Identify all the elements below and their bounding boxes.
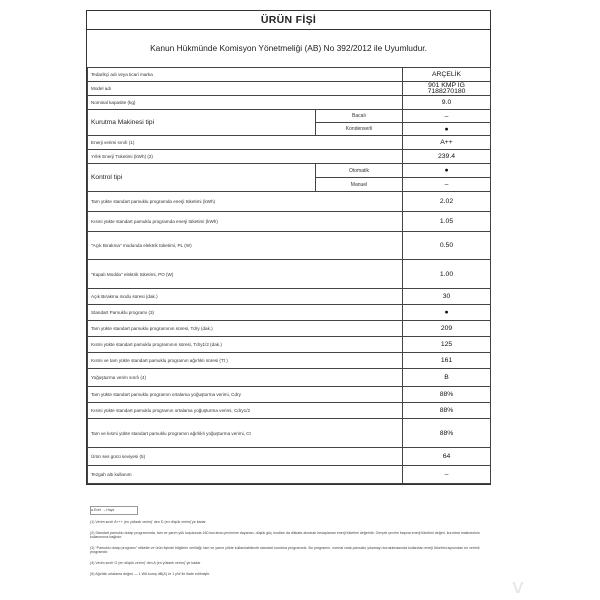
left-on-power-label: "Açık Bırakma" modunda elektrik tüketimi, PL (W) (88, 232, 403, 260)
row-partial-load-energy (88, 212, 491, 232)
annual-energy-value: 239.4 (403, 150, 491, 164)
partial-load-energy-label: Kısmi yükte standart pamuklu programda enerji tüketimi (kWh) (88, 212, 403, 232)
dryer-option-vented-mark: – (403, 110, 491, 123)
row-weighted-condensation (88, 419, 491, 448)
annual-energy-label: Yıllık Enerji Tüketimi (kWh) (2) (88, 150, 403, 164)
row-off-mode-power (88, 260, 491, 289)
legend-yes: ● Evet (91, 508, 101, 512)
row-model (88, 82, 491, 96)
partial-condensation-label: Kısmi yükte standart pamuklu programın ortalama yoğuşturma verimi, Cdry1/2 (88, 403, 403, 419)
control-option-manual-mark: – (403, 178, 491, 192)
row-condensation-class (88, 369, 491, 387)
supplier-value: ARÇELİK (403, 68, 491, 82)
standard-program-value: ● (403, 305, 491, 321)
full-load-energy-value: 2.02 (403, 192, 491, 212)
capacity-value: 9.0 (403, 96, 491, 110)
footnote-2: (2) Standart pamuklu dolap programında, tam ve yarım yük koşulunda 160 kurutma çevrimine dayanan, düşük güç modları da dikkate alınarak hesaplanan enerji tüketimi değeridir. Gerçek çevrim başına enerji tüketimi değeri, kurutma makinesinin kullanımına bağlıdır. (90, 530, 480, 540)
row-capacity (88, 96, 491, 110)
footnote-5: (5) Ağırlıklı ortalama değeri — L WA kuruş dB(A) re 1 pW ile ifade edilmiştir. (90, 571, 210, 576)
row-noise (88, 448, 491, 466)
model-value (403, 82, 491, 96)
weighted-condensation-label: Tam ve kısmi yükte standart pamuklu programın ağırlıklı yoğuşturma verimi, Ct (88, 419, 403, 448)
row-left-on-duration (88, 289, 491, 305)
row-energy-class (88, 136, 491, 150)
row-full-condensation (88, 387, 491, 403)
condensation-class-label: Yoğuşturma verim sınıfı (4) (88, 369, 403, 387)
product-fiche (86, 10, 491, 590)
control-option-manual: Manuel (316, 178, 403, 192)
model-label: Model adı (88, 82, 403, 96)
built-in-label: Tezgah altı kullanım (88, 466, 403, 484)
off-mode-power-value: 1.00 (403, 260, 491, 289)
row-weighted-time (88, 353, 491, 369)
row-full-load-energy (88, 192, 491, 212)
condensation-class-value: B (403, 369, 491, 387)
row-supplier (88, 68, 491, 82)
partial-condensation-value: 88% (403, 403, 491, 419)
control-option-auto-mark: ● (403, 164, 491, 178)
fiche-subtitle: Kanun Hükmünde Komisyon Yönetmeliği (AB) No 392/2012 ile Uyumludur. (150, 43, 427, 53)
weighted-time-value: 161 (403, 353, 491, 369)
dryer-option-condenser-mark: ● (403, 123, 491, 136)
energy-class-label: Enerji verimi sınıfı (1) (88, 136, 403, 150)
full-condensation-value: 88% (403, 387, 491, 403)
full-condensation-label: Tam yükte standart pamuklu programın ortalama yoğuşturma verimi, Cdry (88, 387, 403, 403)
partial-load-energy-value: 1.05 (403, 212, 491, 232)
spec-table (87, 67, 491, 484)
noise-label: Ürün ses gücü seviyesi (5) (88, 448, 403, 466)
control-type-label: Kontrol tipi (88, 164, 316, 192)
weighted-time-label: Kısmi ve tam yükte standart pamuklu programın ağırlıklı süresi (Tt ) (88, 353, 403, 369)
supplier-label: Tedarikçi adı veya ticari marka (88, 68, 403, 82)
control-option-auto: Otomatik (316, 164, 403, 178)
row-dryer-type-1 (88, 110, 491, 123)
left-on-duration-label: Açık Bırakma modu süresi (dak.) (88, 289, 403, 305)
energy-class-value: A++ (403, 136, 491, 150)
built-in-value: – (403, 466, 491, 484)
noise-value: 64 (403, 448, 491, 466)
left-on-power-value: 0.50 (403, 232, 491, 260)
row-control-type-1 (88, 164, 491, 178)
model-name: 901 KMP IG (428, 82, 465, 89)
footnote-4: (4) Verim sınıfı G (en düşük verim)' den A (en yüksek verim)' ye kadar (90, 560, 201, 565)
watermark: v (512, 574, 524, 598)
dryer-type-label: Kurutma Makinesi tipi (88, 110, 316, 136)
off-mode-power-label: "Kapalı Modda" elektrik tüketimi, PO (W) (88, 260, 403, 289)
dryer-option-vented: Bacalı (316, 110, 403, 123)
model-code: 7188270180 (427, 87, 466, 95)
dryer-option-condenser: Kondenserli (316, 123, 403, 136)
row-full-load-time (88, 321, 491, 337)
standard-program-label: Standart Pamuklu programı (3) (88, 305, 403, 321)
footnote-3: (3) "Pamuklu dolap programı" etikette ve ürün fişinde bilgilerin verildiği, tam ve yarım yükte kullanılabilecek standart kurutma programıdır. Bu programın, normal ıslak pamuklu yıkamayı kurutulmasında kullanılan enerji tüketimi açısından en verimli programdır. (90, 545, 480, 555)
partial-load-time-label: Kısmi yükte standart pamuklu programının süresi, Tdry1/2 (dak.) (88, 337, 403, 353)
legend-no: – Hayır (103, 508, 115, 512)
weighted-condensation-value: 88% (403, 419, 491, 448)
row-partial-load-time (88, 337, 491, 353)
full-load-time-label: Tam yükte standart pamuklu programının süresi, Tdry (dak.) (88, 321, 403, 337)
partial-load-time-value: 125 (403, 337, 491, 353)
capacity-label: Nominal kapasite (kg) (88, 96, 403, 110)
legend (90, 506, 138, 515)
footnotes (90, 520, 487, 582)
row-standard-program (88, 305, 491, 321)
left-on-duration-value: 30 (403, 289, 491, 305)
full-load-energy-label: Tam yükte standart pamuklu programda enerji tüketimi (kWh) (88, 192, 403, 212)
row-partial-condensation (88, 403, 491, 419)
row-left-on-power (88, 232, 491, 260)
fiche-title: ÜRÜN FİŞİ (87, 11, 490, 30)
full-load-time-value: 209 (403, 321, 491, 337)
fiche-box (86, 10, 491, 485)
row-annual-energy (88, 150, 491, 164)
footnote-1: (1) Verim sınıfı A+++ (en yüksek verim)' den D (en düşük verim)'ye kadar (90, 520, 206, 524)
row-built-in (88, 466, 491, 484)
